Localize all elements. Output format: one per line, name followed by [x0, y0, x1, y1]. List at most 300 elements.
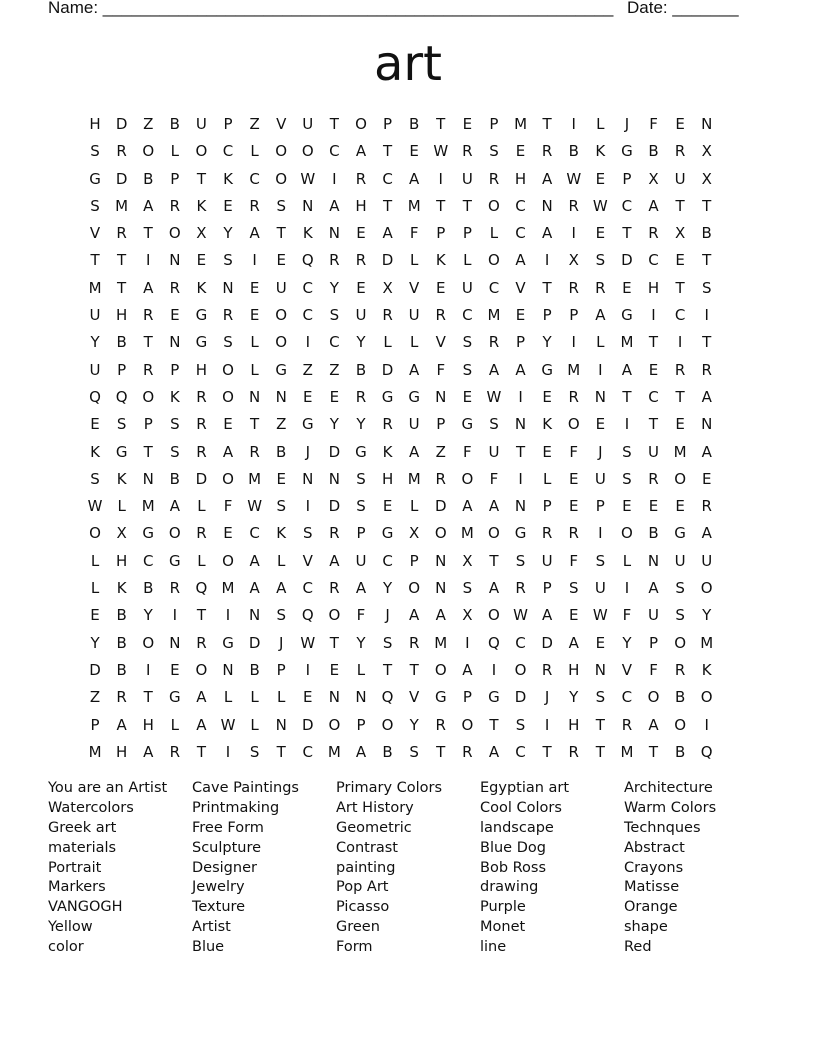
grid-letter[interactable]: M: [115, 196, 129, 215]
grid-letter[interactable]: O: [434, 660, 448, 679]
grid-letter[interactable]: M: [248, 469, 262, 488]
grid-letter[interactable]: T: [542, 742, 553, 761]
grid-letter[interactable]: I: [146, 660, 151, 679]
grid-letter[interactable]: Z: [89, 688, 101, 707]
grid-letter[interactable]: A: [382, 224, 394, 243]
grid-letter[interactable]: W: [566, 169, 582, 188]
grid-letter[interactable]: X: [674, 224, 686, 243]
grid-letter[interactable]: M: [514, 115, 528, 133]
grid-letter[interactable]: S: [595, 251, 606, 270]
grid-letter[interactable]: M: [88, 742, 103, 761]
grid-letter[interactable]: D: [195, 469, 208, 488]
grid-letter[interactable]: L: [356, 660, 366, 679]
grid-letter[interactable]: L: [117, 497, 127, 516]
grid-letter[interactable]: G: [541, 360, 554, 379]
grid-letter[interactable]: P: [489, 115, 499, 133]
grid-letter[interactable]: S: [90, 142, 101, 161]
grid-letter[interactable]: P: [542, 497, 553, 516]
grid-letter[interactable]: U: [89, 360, 102, 379]
grid-letter[interactable]: V: [276, 115, 287, 133]
grid-letter[interactable]: R: [621, 715, 633, 734]
grid-letter[interactable]: G: [275, 360, 288, 379]
grid-letter[interactable]: T: [675, 387, 686, 406]
grid-letter[interactable]: F: [569, 442, 579, 461]
grid-letter[interactable]: S: [595, 551, 606, 570]
grid-letter[interactable]: M: [620, 333, 634, 352]
grid-letter[interactable]: R: [196, 442, 208, 461]
grid-letter[interactable]: Z: [276, 415, 287, 434]
grid-letter[interactable]: S: [701, 278, 712, 297]
grid-letter[interactable]: E: [90, 606, 101, 625]
grid-letter[interactable]: T: [515, 442, 526, 461]
grid-letter[interactable]: L: [383, 333, 393, 352]
grid-letter[interactable]: O: [142, 142, 155, 161]
grid-letter[interactable]: E: [675, 115, 686, 133]
grid-letter[interactable]: O: [700, 688, 714, 707]
grid-letter[interactable]: T: [143, 224, 154, 243]
grid-letter[interactable]: I: [305, 497, 311, 516]
grid-letter[interactable]: A: [648, 196, 660, 215]
grid-letter[interactable]: H: [195, 360, 208, 379]
grid-letter[interactable]: Y: [356, 333, 367, 352]
grid-letter[interactable]: G: [621, 142, 634, 161]
grid-letter[interactable]: W: [513, 606, 529, 625]
grid-letter[interactable]: N: [328, 224, 341, 243]
grid-letter[interactable]: R: [541, 660, 553, 679]
grid-letter[interactable]: R: [674, 142, 686, 161]
grid-letter[interactable]: A: [409, 360, 420, 379]
grid-letter[interactable]: O: [195, 660, 208, 679]
grid-letter[interactable]: M: [407, 196, 422, 215]
grid-letter[interactable]: E: [622, 497, 633, 516]
grid-letter[interactable]: E: [515, 142, 526, 161]
grid-letter[interactable]: I: [225, 606, 231, 625]
grid-letter[interactable]: E: [329, 660, 340, 679]
grid-letter[interactable]: L: [170, 715, 180, 734]
grid-letter[interactable]: J: [598, 442, 604, 461]
grid-letter[interactable]: A: [143, 196, 154, 215]
grid-letter[interactable]: R: [355, 387, 367, 406]
grid-letter[interactable]: T: [462, 196, 473, 215]
grid-letter[interactable]: H: [514, 169, 527, 188]
grid-letter[interactable]: A: [701, 524, 713, 543]
grid-letter[interactable]: Y: [702, 606, 712, 625]
grid-letter[interactable]: O: [222, 360, 235, 379]
grid-letter[interactable]: C: [648, 251, 660, 270]
grid-letter[interactable]: S: [382, 633, 393, 652]
grid-letter[interactable]: E: [515, 306, 526, 325]
grid-letter[interactable]: R: [196, 633, 208, 652]
grid-letter[interactable]: G: [488, 688, 501, 707]
grid-letter[interactable]: E: [622, 278, 633, 297]
grid-letter[interactable]: K: [223, 169, 234, 188]
grid-letter[interactable]: Y: [542, 333, 553, 352]
grid-letter[interactable]: K: [595, 142, 606, 161]
grid-letter[interactable]: O: [488, 251, 501, 270]
grid-letter[interactable]: R: [462, 742, 474, 761]
grid-letter[interactable]: P: [595, 497, 606, 516]
grid-letter[interactable]: J: [544, 688, 550, 707]
grid-letter[interactable]: S: [675, 579, 686, 598]
grid-letter[interactable]: O: [674, 715, 687, 734]
grid-letter[interactable]: T: [196, 606, 207, 625]
grid-letter[interactable]: R: [435, 469, 447, 488]
grid-letter[interactable]: N: [435, 551, 447, 570]
grid-letter[interactable]: A: [568, 633, 580, 652]
grid-letter[interactable]: O: [275, 306, 288, 325]
grid-letter[interactable]: E: [675, 497, 686, 516]
grid-letter[interactable]: T: [276, 224, 287, 243]
grid-letter[interactable]: O: [328, 606, 341, 625]
grid-letter[interactable]: H: [568, 660, 580, 679]
grid-letter[interactable]: Y: [356, 415, 367, 434]
grid-letter[interactable]: C: [249, 524, 261, 543]
grid-letter[interactable]: E: [90, 415, 101, 434]
grid-letter[interactable]: C: [462, 306, 474, 325]
grid-letter[interactable]: F: [463, 442, 473, 461]
grid-letter[interactable]: D: [115, 115, 128, 133]
grid-letter[interactable]: L: [596, 115, 605, 133]
grid-letter[interactable]: L: [489, 224, 499, 243]
grid-letter[interactable]: S: [622, 442, 633, 461]
grid-letter[interactable]: O: [168, 524, 182, 543]
grid-letter[interactable]: A: [409, 169, 420, 188]
grid-letter[interactable]: Y: [356, 633, 367, 652]
grid-letter[interactable]: S: [568, 579, 579, 598]
grid-letter[interactable]: J: [624, 115, 630, 133]
grid-letter[interactable]: I: [518, 469, 524, 488]
grid-letter[interactable]: E: [568, 497, 579, 516]
grid-letter[interactable]: T: [702, 196, 712, 215]
grid-letter[interactable]: B: [701, 224, 713, 243]
grid-letter[interactable]: C: [515, 742, 527, 761]
grid-letter[interactable]: K: [701, 660, 713, 679]
grid-letter[interactable]: W: [87, 497, 103, 516]
grid-letter[interactable]: F: [649, 660, 659, 679]
grid-letter[interactable]: I: [146, 251, 151, 270]
grid-letter[interactable]: T: [276, 742, 287, 761]
grid-letter[interactable]: A: [515, 251, 527, 270]
grid-letter[interactable]: N: [541, 196, 554, 215]
grid-letter[interactable]: S: [675, 606, 686, 625]
grid-letter[interactable]: B: [143, 579, 154, 598]
grid-letter[interactable]: Z: [435, 442, 447, 461]
grid-letter[interactable]: S: [409, 742, 420, 761]
grid-letter[interactable]: D: [328, 442, 341, 461]
grid-letter[interactable]: S: [356, 469, 367, 488]
grid-letter[interactable]: F: [223, 497, 233, 516]
grid-letter[interactable]: I: [651, 306, 657, 325]
grid-letter[interactable]: R: [116, 142, 128, 161]
grid-letter[interactable]: F: [409, 224, 419, 243]
grid-letter[interactable]: R: [196, 387, 208, 406]
grid-letter[interactable]: R: [116, 688, 128, 707]
grid-letter[interactable]: I: [225, 742, 231, 761]
grid-letter[interactable]: U: [89, 306, 102, 325]
grid-letter[interactable]: Z: [249, 115, 261, 133]
grid-letter[interactable]: R: [196, 524, 208, 543]
grid-letter[interactable]: X: [462, 606, 473, 625]
grid-letter[interactable]: Q: [488, 633, 501, 652]
grid-letter[interactable]: O: [381, 715, 394, 734]
grid-letter[interactable]: O: [461, 469, 474, 488]
grid-letter[interactable]: O: [514, 660, 527, 679]
grid-letter[interactable]: O: [222, 551, 235, 570]
grid-letter[interactable]: D: [621, 251, 634, 270]
grid-letter[interactable]: O: [195, 142, 208, 161]
grid-letter[interactable]: N: [647, 551, 660, 570]
grid-letter[interactable]: P: [648, 633, 659, 652]
grid-letter[interactable]: A: [621, 360, 633, 379]
grid-letter[interactable]: U: [355, 551, 367, 570]
grid-letter[interactable]: Y: [329, 278, 340, 297]
grid-letter[interactable]: N: [594, 387, 607, 406]
grid-letter[interactable]: C: [302, 278, 314, 297]
grid-letter[interactable]: G: [142, 524, 155, 543]
grid-letter[interactable]: A: [701, 442, 713, 461]
grid-letter[interactable]: B: [116, 333, 128, 352]
grid-letter[interactable]: C: [515, 224, 527, 243]
grid-letter[interactable]: E: [249, 306, 260, 325]
grid-letter[interactable]: R: [568, 387, 580, 406]
grid-letter[interactable]: L: [409, 251, 419, 270]
grid-letter[interactable]: B: [382, 742, 394, 761]
grid-letter[interactable]: L: [250, 360, 260, 379]
grid-letter[interactable]: O: [355, 115, 368, 133]
grid-letter[interactable]: A: [116, 715, 128, 734]
grid-letter[interactable]: R: [329, 524, 341, 543]
grid-letter[interactable]: B: [143, 169, 154, 188]
grid-letter[interactable]: I: [624, 579, 630, 598]
grid-letter[interactable]: N: [328, 469, 341, 488]
grid-letter[interactable]: G: [89, 169, 102, 188]
grid-letter[interactable]: Q: [115, 387, 129, 406]
grid-letter[interactable]: S: [462, 333, 473, 352]
grid-letter[interactable]: N: [248, 606, 261, 625]
grid-letter[interactable]: S: [170, 415, 181, 434]
grid-letter[interactable]: N: [355, 688, 368, 707]
grid-letter[interactable]: T: [702, 333, 712, 352]
grid-letter[interactable]: G: [301, 415, 315, 434]
grid-letter[interactable]: A: [648, 715, 660, 734]
grid-letter[interactable]: N: [435, 387, 447, 406]
grid-letter[interactable]: U: [408, 306, 421, 325]
grid-letter[interactable]: T: [382, 142, 393, 161]
grid-letter[interactable]: I: [544, 251, 550, 270]
grid-letter[interactable]: U: [461, 278, 474, 297]
grid-letter[interactable]: T: [436, 115, 446, 133]
grid-letter[interactable]: G: [514, 524, 527, 543]
grid-letter[interactable]: E: [196, 251, 207, 270]
grid-letter[interactable]: H: [116, 742, 128, 761]
grid-letter[interactable]: L: [90, 551, 100, 570]
grid-letter[interactable]: L: [250, 142, 260, 161]
grid-letter[interactable]: J: [278, 633, 284, 652]
grid-letter[interactable]: S: [489, 142, 500, 161]
grid-letter[interactable]: A: [488, 742, 500, 761]
grid-letter[interactable]: H: [116, 306, 128, 325]
grid-letter[interactable]: Y: [329, 415, 340, 434]
grid-letter[interactable]: M: [221, 579, 235, 598]
grid-letter[interactable]: W: [486, 387, 502, 406]
grid-letter[interactable]: Q: [381, 688, 394, 707]
grid-letter[interactable]: L: [223, 688, 233, 707]
grid-letter[interactable]: E: [675, 415, 686, 434]
grid-letter[interactable]: O: [89, 524, 102, 543]
grid-letter[interactable]: K: [90, 442, 101, 461]
grid-letter[interactable]: E: [568, 606, 579, 625]
grid-letter[interactable]: F: [649, 115, 659, 133]
grid-letter[interactable]: M: [88, 278, 103, 297]
grid-letter[interactable]: R: [568, 196, 580, 215]
grid-letter[interactable]: R: [541, 524, 553, 543]
grid-letter[interactable]: M: [620, 742, 634, 761]
grid-letter[interactable]: I: [305, 660, 311, 679]
grid-letter[interactable]: L: [90, 579, 100, 598]
grid-letter[interactable]: T: [382, 196, 393, 215]
grid-letter[interactable]: D: [381, 360, 394, 379]
grid-letter[interactable]: K: [435, 251, 447, 270]
grid-letter[interactable]: H: [568, 715, 580, 734]
grid-letter[interactable]: Q: [301, 251, 315, 270]
grid-letter[interactable]: T: [90, 251, 101, 270]
grid-letter[interactable]: T: [648, 333, 659, 352]
grid-letter[interactable]: U: [541, 551, 554, 570]
grid-letter[interactable]: H: [89, 115, 102, 133]
grid-letter[interactable]: V: [435, 333, 447, 352]
grid-letter[interactable]: R: [355, 251, 367, 270]
grid-letter[interactable]: S: [595, 688, 606, 707]
grid-letter[interactable]: B: [674, 742, 686, 761]
grid-letter[interactable]: E: [436, 278, 446, 297]
grid-letter[interactable]: R: [595, 278, 607, 297]
grid-letter[interactable]: E: [542, 387, 553, 406]
grid-letter[interactable]: K: [302, 224, 314, 243]
grid-letter[interactable]: G: [195, 333, 208, 352]
grid-letter[interactable]: B: [169, 115, 181, 133]
grid-letter[interactable]: N: [435, 579, 447, 598]
grid-letter[interactable]: G: [621, 306, 634, 325]
grid-letter[interactable]: O: [328, 715, 341, 734]
grid-letter[interactable]: P: [90, 715, 101, 734]
grid-letter[interactable]: E: [462, 115, 473, 133]
grid-letter[interactable]: Y: [90, 633, 101, 652]
grid-letter[interactable]: N: [169, 251, 181, 270]
grid-letter[interactable]: E: [249, 278, 260, 297]
grid-letter[interactable]: U: [648, 606, 660, 625]
grid-letter[interactable]: U: [594, 579, 607, 598]
grid-letter[interactable]: S: [276, 606, 287, 625]
grid-letter[interactable]: R: [568, 524, 580, 543]
grid-letter[interactable]: S: [276, 196, 287, 215]
grid-letter[interactable]: I: [518, 387, 524, 406]
grid-letter[interactable]: S: [170, 442, 181, 461]
grid-letter[interactable]: R: [169, 579, 181, 598]
grid-letter[interactable]: P: [436, 224, 446, 243]
grid-letter[interactable]: T: [117, 251, 127, 270]
grid-letter[interactable]: M: [327, 742, 342, 761]
grid-letter[interactable]: R: [116, 224, 128, 243]
grid-letter[interactable]: S: [116, 415, 127, 434]
grid-letter[interactable]: U: [302, 115, 314, 133]
grid-letter[interactable]: C: [515, 633, 527, 652]
grid-letter[interactable]: W: [433, 142, 449, 161]
grid-letter[interactable]: H: [116, 551, 128, 570]
grid-letter[interactable]: E: [276, 251, 287, 270]
grid-letter[interactable]: S: [622, 469, 633, 488]
grid-letter[interactable]: C: [621, 196, 633, 215]
grid-letter[interactable]: D: [514, 688, 527, 707]
grid-letter[interactable]: O: [142, 387, 155, 406]
grid-letter[interactable]: L: [409, 497, 419, 516]
grid-letter[interactable]: X: [409, 524, 420, 543]
grid-letter[interactable]: T: [117, 278, 127, 297]
grid-letter[interactable]: S: [329, 306, 340, 325]
grid-letter[interactable]: A: [196, 715, 208, 734]
grid-letter[interactable]: E: [223, 524, 234, 543]
grid-letter[interactable]: O: [674, 469, 687, 488]
grid-letter[interactable]: I: [598, 360, 604, 379]
grid-letter[interactable]: I: [305, 333, 311, 352]
grid-letter[interactable]: I: [438, 169, 444, 188]
grid-letter[interactable]: I: [704, 306, 710, 325]
grid-letter[interactable]: U: [461, 169, 474, 188]
grid-letter[interactable]: P: [542, 579, 553, 598]
grid-letter[interactable]: Q: [195, 579, 208, 598]
grid-letter[interactable]: A: [595, 306, 606, 325]
grid-letter[interactable]: S: [223, 251, 234, 270]
grid-letter[interactable]: O: [647, 688, 660, 707]
grid-letter[interactable]: L: [542, 469, 552, 488]
grid-letter[interactable]: N: [514, 415, 527, 434]
grid-letter[interactable]: A: [515, 360, 527, 379]
grid-letter[interactable]: O: [700, 579, 714, 598]
grid-letter[interactable]: N: [514, 497, 527, 516]
grid-letter[interactable]: K: [116, 469, 128, 488]
grid-letter[interactable]: S: [515, 715, 526, 734]
grid-letter[interactable]: C: [382, 169, 394, 188]
grid-letter[interactable]: A: [249, 224, 261, 243]
grid-letter[interactable]: W: [300, 169, 316, 188]
grid-letter[interactable]: I: [252, 251, 258, 270]
grid-letter[interactable]: B: [568, 142, 580, 161]
grid-letter[interactable]: A: [462, 497, 473, 516]
grid-letter[interactable]: O: [567, 415, 581, 434]
grid-letter[interactable]: G: [674, 524, 687, 543]
grid-letter[interactable]: E: [409, 142, 420, 161]
grid-letter[interactable]: E: [170, 306, 181, 325]
grid-letter[interactable]: J: [305, 442, 311, 461]
grid-letter[interactable]: S: [276, 497, 287, 516]
grid-letter[interactable]: R: [143, 306, 154, 325]
grid-letter[interactable]: E: [276, 469, 287, 488]
grid-letter[interactable]: W: [300, 633, 316, 652]
grid-letter[interactable]: N: [302, 196, 314, 215]
grid-letter[interactable]: C: [674, 306, 686, 325]
grid-letter[interactable]: G: [434, 688, 448, 707]
grid-letter[interactable]: I: [332, 169, 338, 188]
grid-letter[interactable]: L: [250, 688, 260, 707]
grid-letter[interactable]: L: [463, 251, 473, 270]
grid-letter[interactable]: E: [701, 469, 712, 488]
grid-letter[interactable]: V: [515, 278, 527, 297]
grid-letter[interactable]: W: [220, 715, 236, 734]
grid-letter[interactable]: E: [648, 497, 659, 516]
grid-letter[interactable]: N: [275, 387, 288, 406]
grid-letter[interactable]: N: [594, 660, 607, 679]
grid-letter[interactable]: P: [462, 688, 473, 707]
grid-letter[interactable]: Q: [700, 742, 714, 761]
